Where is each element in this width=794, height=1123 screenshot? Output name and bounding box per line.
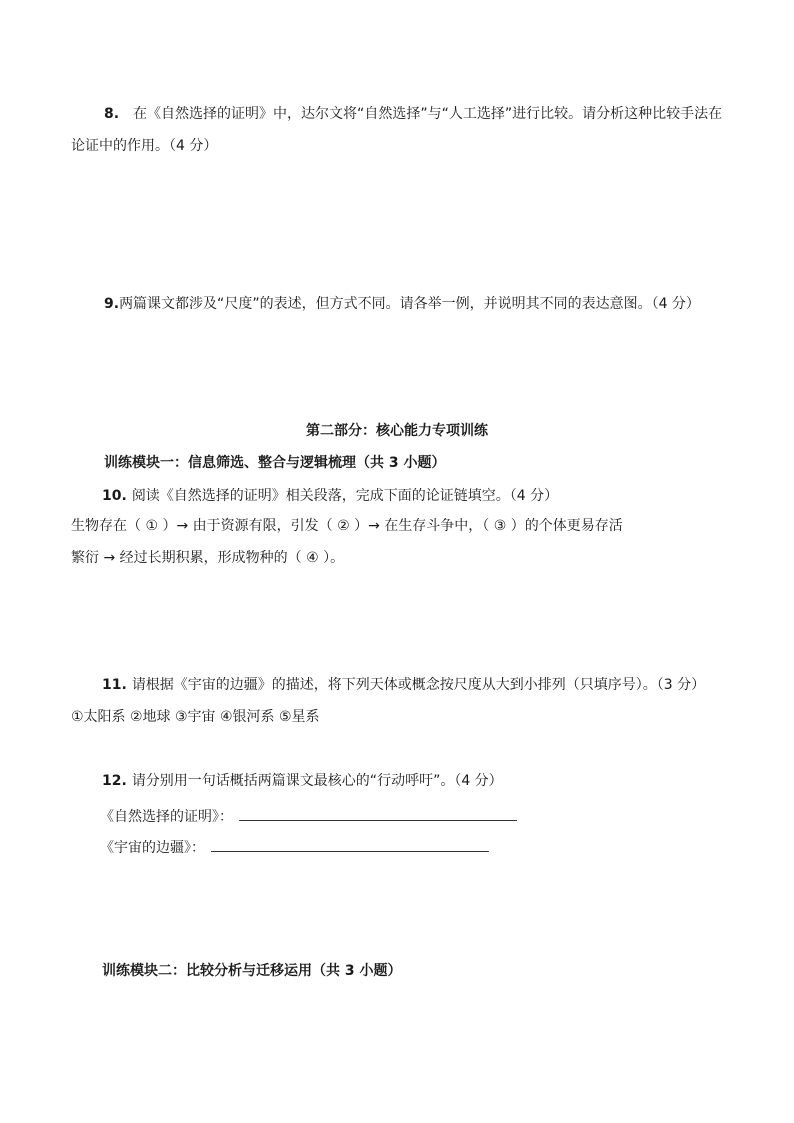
question-9 bbox=[104, 294, 700, 314]
question-number: 8. bbox=[104, 106, 120, 122]
module-1-title: 训练模块一：信息筛选、整合与逻辑梳理（共 3 小题） bbox=[104, 455, 446, 471]
question-8-cont: 论证中的作用。（4 分） bbox=[71, 138, 218, 154]
module-2-title: 训练模块二：比较分析与迁移运用（共 3 小题） bbox=[102, 963, 402, 979]
question-10 bbox=[102, 486, 558, 506]
section-title: 第二部分：核心能力专项训练 bbox=[306, 423, 488, 439]
argument-chain-line-1: 生物存在（ ① ）→ 由于资源有限，引发（ ② ）→ 在生存斗争中，（ ③ ）的个体更易存活 bbox=[71, 518, 623, 534]
question-number: 12. bbox=[102, 773, 127, 789]
question-text: 在《自然选择的证明》中，达尔文将“自然选择”与“人工选择”进行比较。请分析这种比较手法在 bbox=[133, 106, 723, 122]
answer-row-a bbox=[100, 804, 517, 827]
question-11-options: ①太阳系 ②地球 ③宇宙 ④银河系 ⑤星系 bbox=[71, 709, 320, 725]
question-text: 两篇课文都涉及“尺度”的表述，但方式不同。请各举一例，并说明其不同的表达意图。（4 分） bbox=[119, 296, 700, 312]
question-number: 10. bbox=[102, 488, 127, 504]
question-12 bbox=[102, 771, 503, 791]
answer-label: 《宇宙的边疆》： bbox=[100, 840, 205, 856]
question-text: 阅读《自然选择的证明》相关段落，完成下面的论证链填空。（4 分） bbox=[131, 488, 559, 504]
question-number: 11. bbox=[102, 677, 127, 693]
question-text: 请根据《宇宙的边疆》的描述，将下列天体或概念按尺度从大到小排列（只填序号）。（3 分） bbox=[131, 677, 706, 693]
answer-blank[interactable] bbox=[211, 835, 489, 852]
argument-chain-line-2: 繁衍 → 经过长期积累，形成物种的（ ④ ）。 bbox=[71, 550, 345, 566]
answer-label: 《自然选择的证明》： bbox=[100, 809, 233, 825]
question-text: 请分别用一句话概括两篇课文最核心的“行动呼吁”。（4 分） bbox=[131, 773, 503, 789]
answer-blank[interactable] bbox=[239, 804, 517, 821]
question-8 bbox=[104, 104, 722, 124]
answer-row-b bbox=[100, 835, 489, 858]
question-11 bbox=[102, 675, 705, 695]
question-number: 9. bbox=[104, 296, 120, 312]
